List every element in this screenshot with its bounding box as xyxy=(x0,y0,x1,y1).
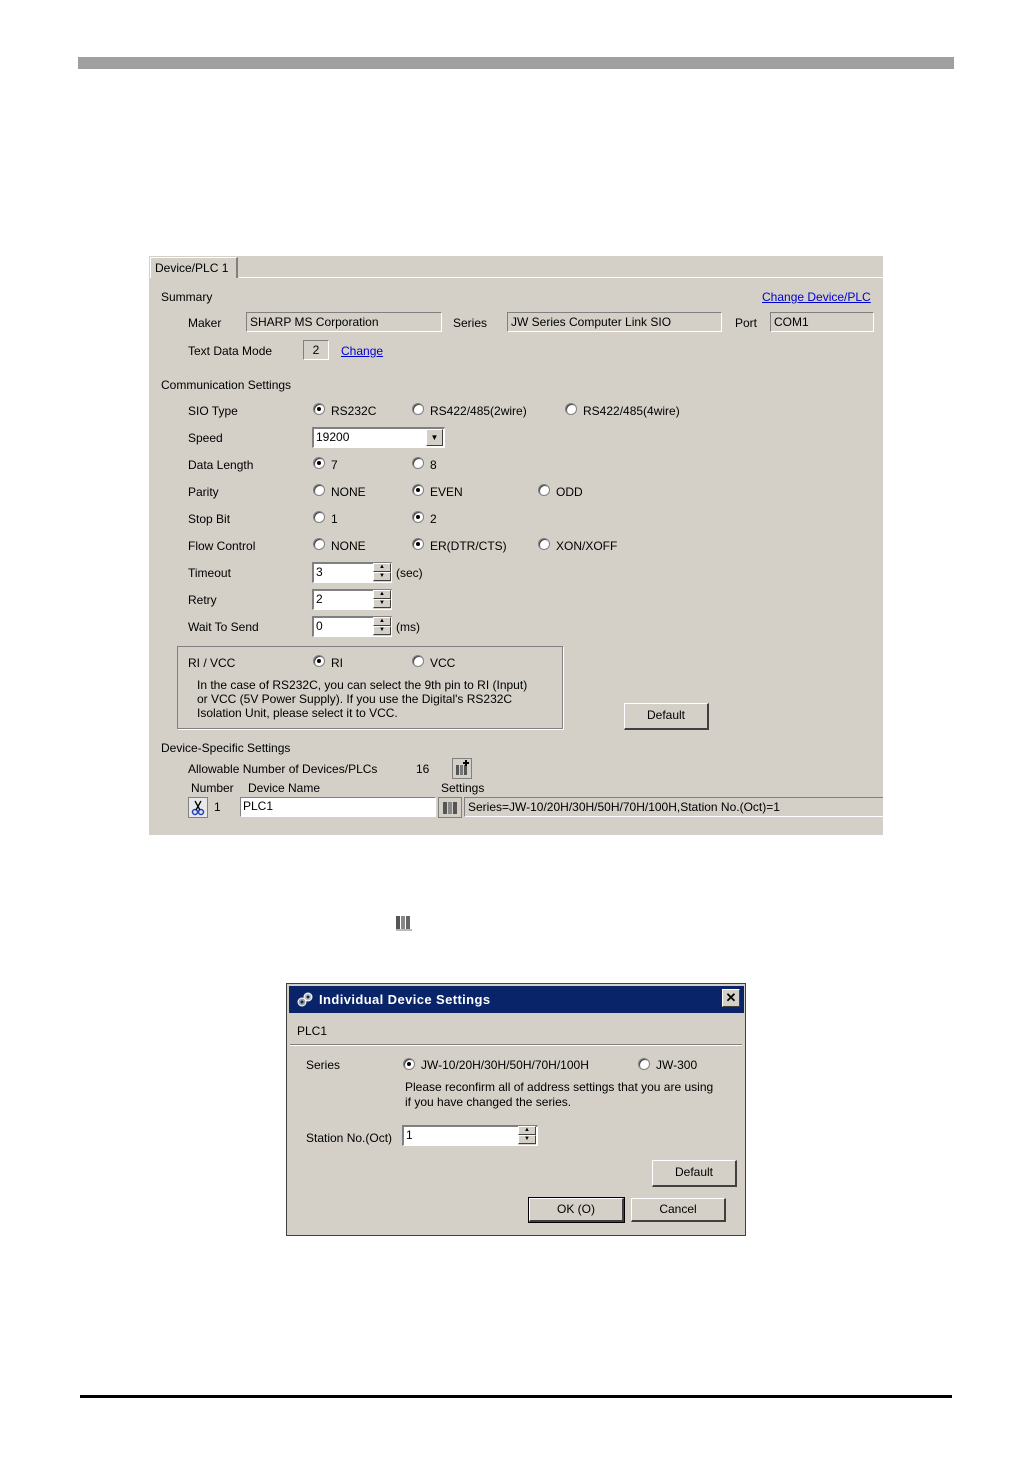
ri-vcc-label: RI / VCC xyxy=(188,656,236,670)
series-jw300-label: JW-300 xyxy=(656,1058,698,1072)
chevron-down-icon[interactable]: ▼ xyxy=(426,429,443,446)
parity-none-label: NONE xyxy=(331,485,366,499)
timeout-unit: (sec) xyxy=(396,566,423,580)
parity-even-label: EVEN xyxy=(430,485,463,499)
summary-heading: Summary xyxy=(161,290,213,304)
parity-none-radio[interactable] xyxy=(313,484,325,496)
wait-to-send-label: Wait To Send xyxy=(188,620,259,634)
flow-none-radio[interactable] xyxy=(313,538,325,550)
device-settings-icon[interactable] xyxy=(438,797,462,818)
page-header-rule xyxy=(78,57,954,69)
text-mode-change-link[interactable]: Change xyxy=(341,344,384,358)
column-settings-header: Settings xyxy=(441,781,485,795)
retry-input[interactable]: 2 xyxy=(312,589,392,610)
flow-xon-xoff-radio[interactable] xyxy=(538,538,550,550)
data-length-label: Data Length xyxy=(188,458,254,472)
column-device-name-header: Device Name xyxy=(248,781,321,795)
stop-bit-1-label: 1 xyxy=(331,512,338,526)
ri-vcc-note-line-1: In the case of RS232C, you can select the 9th pin to RI (Input) xyxy=(197,678,528,692)
series-jw10-radio[interactable] xyxy=(403,1058,415,1070)
parity-odd-radio[interactable] xyxy=(538,484,550,496)
wait-to-send-spinner[interactable]: ▲ ▼ xyxy=(373,617,391,636)
dialog-title: Individual Device Settings xyxy=(319,992,491,1007)
dialog-device-name: PLC1 xyxy=(297,1024,328,1038)
stop-bit-2-label: 2 xyxy=(430,512,437,526)
flow-xon-xoff-label: XON/XOFF xyxy=(556,539,618,553)
series-jw10-label: JW-10/20H/30H/50H/70H/100H xyxy=(421,1058,589,1072)
allowable-devices-label: Allowable Number of Devices/PLCs xyxy=(188,762,378,776)
station-no-label: Station No.(Oct) xyxy=(306,1131,393,1145)
stop-bit-label: Stop Bit xyxy=(188,512,231,526)
station-no-spinner[interactable]: ▲ ▼ xyxy=(518,1126,536,1145)
tab-device-plc-1[interactable] xyxy=(150,257,238,278)
app-icon xyxy=(296,991,314,1009)
data-length-7-radio[interactable] xyxy=(313,457,325,469)
ri-vcc-note-line-3: Isolation Unit, please select it to VCC. xyxy=(197,706,398,720)
ri-vcc-note-line-2: or VCC (5V Power Supply). If you use the Digital's RS232C xyxy=(197,692,513,706)
stop-bit-2-radio[interactable] xyxy=(412,511,424,523)
parity-odd-label: ODD xyxy=(556,485,583,499)
sio-rs232c-label: RS232C xyxy=(331,404,377,418)
page-footer-rule xyxy=(80,1395,952,1398)
ri-radio[interactable] xyxy=(313,655,325,667)
port-field: COM1 xyxy=(770,312,874,332)
flow-er-label: ER(DTR/CTS) xyxy=(430,539,507,553)
dialog-note-line-2: if you have changed the series. xyxy=(405,1095,572,1109)
maker-label: Maker xyxy=(188,316,222,330)
device-specific-heading: Device-Specific Settings xyxy=(161,741,291,755)
tab-strip-line xyxy=(239,277,883,278)
comm-default-button[interactable]: Default xyxy=(624,703,709,730)
parity-label: Parity xyxy=(188,485,219,499)
port-label: Port xyxy=(735,316,758,330)
device-row-number: 1 xyxy=(214,800,221,814)
maker-field: SHARP MS Corporation xyxy=(246,312,442,332)
text-data-mode-field: 2 xyxy=(303,340,329,360)
series-label: Series xyxy=(453,316,488,330)
data-length-8-label: 8 xyxy=(430,458,437,472)
data-length-7-label: 7 xyxy=(331,458,338,472)
device-name-input[interactable]: PLC1 xyxy=(240,797,436,817)
change-device-plc-link[interactable]: Change Device/PLC xyxy=(762,290,871,304)
dialog-note-line-1: Please reconfirm all of address settings that you are using xyxy=(405,1080,714,1094)
sio-rs422-2wire-label: RS422/485(2wire) xyxy=(430,404,527,418)
scissors-icon[interactable] xyxy=(188,797,208,818)
communication-settings-heading: Communication Settings xyxy=(161,378,292,392)
retry-label: Retry xyxy=(188,593,217,607)
speed-label: Speed xyxy=(188,431,223,445)
sio-rs232c-radio[interactable] xyxy=(313,403,325,415)
retry-spinner[interactable]: ▲ ▼ xyxy=(373,590,391,609)
wait-to-send-input[interactable]: 0 xyxy=(312,616,392,637)
data-length-8-radio[interactable] xyxy=(412,457,424,469)
sio-rs422-2wire-radio[interactable] xyxy=(412,403,424,415)
vcc-radio[interactable] xyxy=(412,655,424,667)
ri-option-label: RI xyxy=(331,656,343,670)
flow-er-radio[interactable] xyxy=(412,538,424,550)
sio-rs422-4wire-label: RS422/485(4wire) xyxy=(583,404,680,418)
station-no-input[interactable]: 1 xyxy=(402,1125,538,1146)
sio-rs422-4wire-radio[interactable] xyxy=(565,403,577,415)
column-number-header: Number xyxy=(191,781,234,795)
timeout-label: Timeout xyxy=(188,566,231,580)
vcc-option-label: VCC xyxy=(430,656,456,670)
device-settings-summary: Series=JW-10/20H/30H/50H/70H/100H,Station No.(Oct)=1 xyxy=(464,797,883,817)
allowable-devices-value: 16 xyxy=(416,762,430,776)
dialog-series-label: Series xyxy=(306,1058,341,1072)
stop-bit-1-radio[interactable] xyxy=(313,511,325,523)
flow-control-label: Flow Control xyxy=(188,539,256,553)
speed-value: 19200 xyxy=(316,430,350,444)
text-data-mode-label: Text Data Mode xyxy=(188,344,273,358)
tab-label: Device/PLC 1 xyxy=(155,261,229,275)
sio-type-label: SIO Type xyxy=(188,404,238,418)
dialog-title-bar[interactable] xyxy=(289,986,744,1013)
flow-none-label: NONE xyxy=(331,539,366,553)
parity-even-radio[interactable] xyxy=(412,484,424,496)
wait-to-send-unit: (ms) xyxy=(396,620,420,634)
cancel-button[interactable]: Cancel xyxy=(631,1198,726,1222)
timeout-input[interactable]: 3 xyxy=(312,562,392,583)
add-device-icon[interactable] xyxy=(452,758,472,779)
dialog-default-button[interactable]: Default xyxy=(652,1160,737,1187)
close-icon[interactable]: ✕ xyxy=(722,989,740,1007)
ok-button[interactable]: OK (O) xyxy=(529,1198,624,1222)
series-jw300-radio[interactable] xyxy=(638,1058,650,1070)
dialog-divider xyxy=(290,1044,742,1045)
settings-icon xyxy=(395,914,413,932)
series-field: JW Series Computer Link SIO xyxy=(507,312,722,332)
timeout-spinner[interactable]: ▲ ▼ xyxy=(373,563,391,582)
